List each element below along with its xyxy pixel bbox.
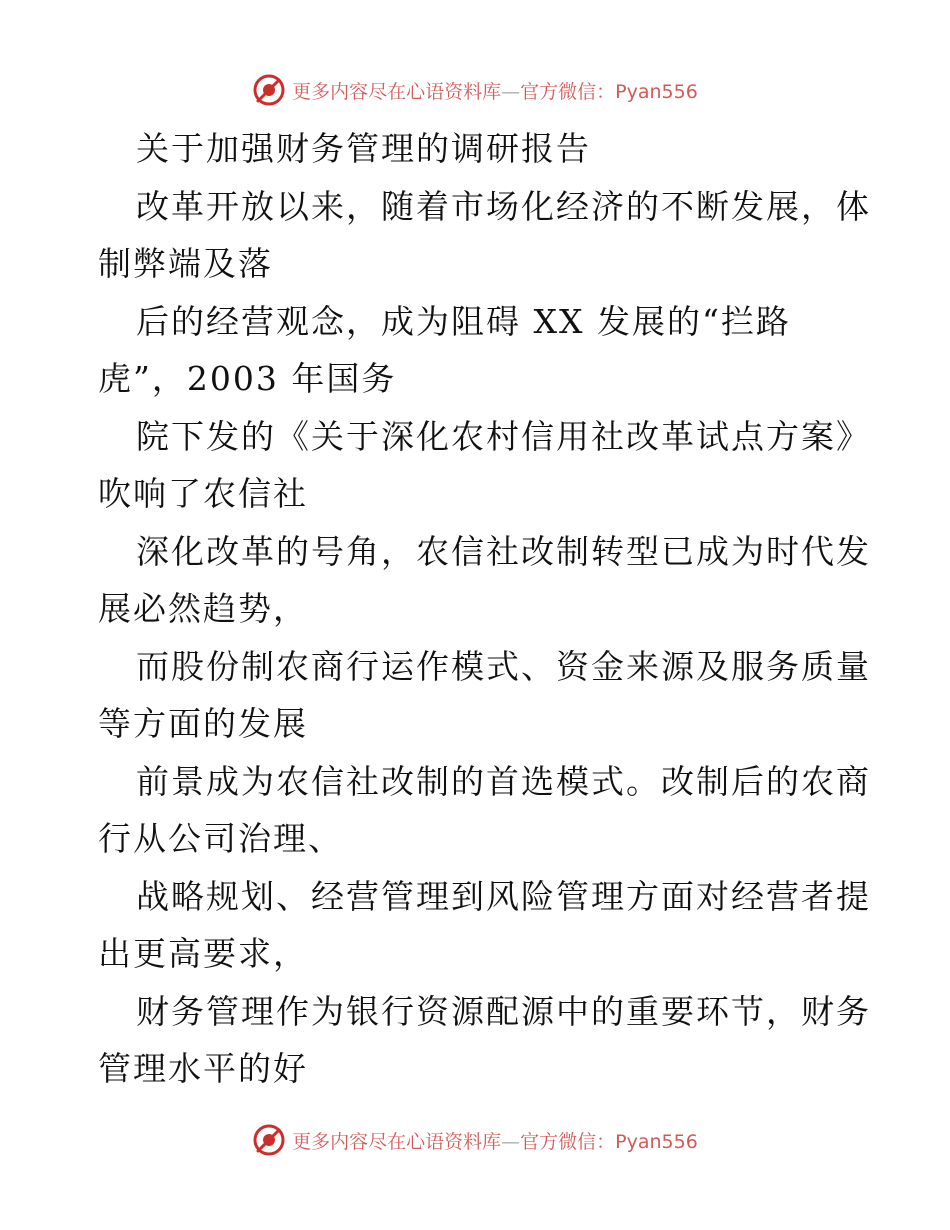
watermark-wechat: 官方微信：Pyan556 xyxy=(520,1130,698,1153)
watermark-text xyxy=(292,1127,698,1154)
paragraph-line: 等方面的发展 xyxy=(98,704,308,743)
paragraph-line: 而股份制农商行运作模式、资金来源及服务质量 xyxy=(136,646,871,686)
watermark-dash: — xyxy=(501,1130,521,1153)
paragraph-line: 制弊端及落 xyxy=(98,244,273,283)
paragraph-line: 后的经营观念，成为阻碍 XX 发展的“拦路 xyxy=(136,301,791,341)
watermark-inner xyxy=(252,1123,698,1157)
paragraph-line: 吹响了农信社 xyxy=(98,474,308,513)
logo-seal-icon xyxy=(252,1123,286,1157)
watermark-main: 更多内容尽在心语资料库 xyxy=(292,80,502,103)
footer-watermark xyxy=(0,1120,950,1160)
paragraph-line: 虎”，2003 年国务 xyxy=(98,359,397,398)
paragraph-line: 院下发的《关于深化农村信用社改革试点方案》 xyxy=(136,416,871,456)
paragraph-line: 战略规划、经营管理到风险管理方面对经营者提 xyxy=(136,876,871,916)
document-body xyxy=(98,120,871,1098)
paragraph-line: 出更高要求， xyxy=(98,934,308,973)
document-title: 关于加强财务管理的调研报告 xyxy=(136,129,591,168)
watermark-text xyxy=(292,77,698,104)
watermark-main: 更多内容尽在心语资料库 xyxy=(292,1130,502,1153)
watermark-wechat: 官方微信：Pyan556 xyxy=(520,80,698,103)
watermark-inner xyxy=(252,73,698,107)
paragraph-line: 行从公司治理、 xyxy=(98,819,343,858)
paragraph-line: 改革开放以来，随着市场化经济的不断发展，体 xyxy=(136,186,871,226)
paragraph-line: 展必然趋势， xyxy=(98,589,308,628)
paragraph-line: 前景成为农信社改制的首选模式。改制后的农商 xyxy=(136,761,871,801)
paragraph-line: 财务管理作为银行资源配源中的重要环节，财务 xyxy=(136,991,871,1031)
watermark-dash: — xyxy=(501,80,521,103)
header-watermark xyxy=(0,70,950,110)
paragraph-line: 管理水平的好 xyxy=(98,1049,308,1088)
logo-seal-icon xyxy=(252,73,286,107)
paragraph-line: 深化改革的号角，农信社改制转型已成为时代发 xyxy=(136,531,871,571)
